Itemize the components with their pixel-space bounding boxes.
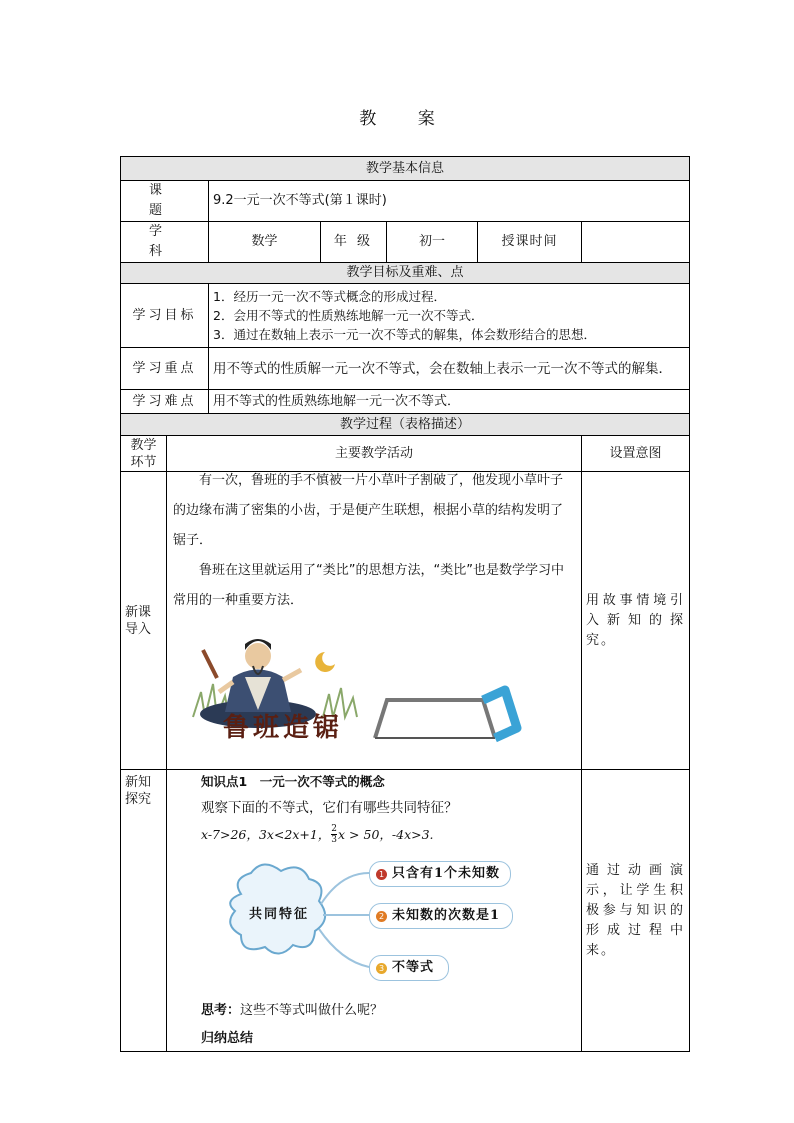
intro-intent: 用故事情境引入新知的探究。 [582,472,690,770]
goals-header: 教学目标及重难、点 [121,263,690,284]
stage-explore: 新知探究 [121,770,167,1052]
explore-intent: 通过动画演示，让学生积极参与知识的形成过程中来。 [582,770,690,1052]
luban-illustration [173,622,575,762]
class-time-value [582,222,690,263]
inequality-examples [201,824,575,845]
features-mindmap [201,849,575,999]
feature-number-badge: 2 [376,911,387,922]
basic-info-header: 教学基本信息 [121,157,690,181]
knowledge-point-title: 知识点1 一元一次不等式的概念 [201,774,385,789]
observe-question: 观察下面的不等式，它们有哪些共同特征？ [201,800,458,816]
process-header: 教学过程（表格描述） [121,414,690,436]
fraction-numerator: 2 [331,824,338,834]
activity-column-header: 主要教学活动 [167,436,582,472]
feature-item [369,861,511,887]
stage-intro: 新课导入 [121,472,167,770]
objective-label: 学习目标 [121,284,209,348]
think-line [201,1001,575,1021]
feature-text: 不等式 [392,960,435,975]
objective-item: 1．经历一元一次不等式概念的形成过程． [213,289,446,304]
grade-label: 年 级 [321,222,387,263]
lesson-plan-table [120,156,690,1052]
luban-caption: 鲁班造锯 [223,713,344,743]
subject-value: 数学 [209,222,321,263]
difficulty-label: 学习难点 [121,390,209,414]
feature-item [369,955,449,981]
fraction-denominator: 3 [331,835,338,845]
think-text: 这些不等式叫做什么呢？ [240,1003,384,1018]
class-time-label: 授课时间 [478,222,582,263]
fraction [331,824,337,845]
feature-number-badge: 3 [376,963,387,974]
document-title: 教 案 [359,109,453,129]
objective-item: 3．通过在数轴上表示一元一次不等式的解集，体会数形结合的思想． [213,327,596,342]
grade-value: 初一 [387,222,478,263]
summary-heading: 归纳总结 [201,1031,254,1046]
inequality-list-b: x > 50，-4x>3. [338,826,434,842]
subject-label: 学 科 [121,222,209,263]
feature-text: 只含有1个未知数 [392,866,501,881]
stage-column-header: 教学环节 [121,436,167,472]
feature-item [369,903,513,929]
feature-number-badge: 1 [376,869,387,880]
mindmap-center-label: 共同特征 [249,907,310,922]
key-point-text: 用不等式的性质解一元一次不等式，会在数轴上表示一元一次不等式的解集． [209,348,690,390]
topic-label: 课 题 [121,181,209,222]
topic-value: 9.2一元一次不等式(第１课时) [209,181,690,222]
objective-item: 2．会用不等式的性质熟练地解一元一次不等式． [213,308,484,323]
inequality-list-a: x-7>26，3x<2x+1， [201,826,331,842]
feature-text: 未知数的次数是1 [392,908,501,923]
explore-activity-cell [167,770,582,1052]
key-point-label: 学习重点 [121,348,209,390]
difficulty-text: 用不等式的性质熟练地解一元一次不等式． [209,390,690,414]
think-label: 思考： [201,1003,241,1018]
intro-activity-cell [167,472,582,770]
story-paragraph: 有一次，鲁班的手不慎被一片小草叶子割破了，他发现小草叶子的边缘布满了密集的小齿，于是便产生联想，根据小草的结构发明了锯子． [173,473,564,548]
analogy-paragraph: 鲁班在这里就运用了“类比”的思想方法，“类比”也是数学学习中常用的一种重要方法． [173,563,564,608]
intent-column-header: 设置意图 [582,436,690,472]
objective-list [209,284,690,348]
